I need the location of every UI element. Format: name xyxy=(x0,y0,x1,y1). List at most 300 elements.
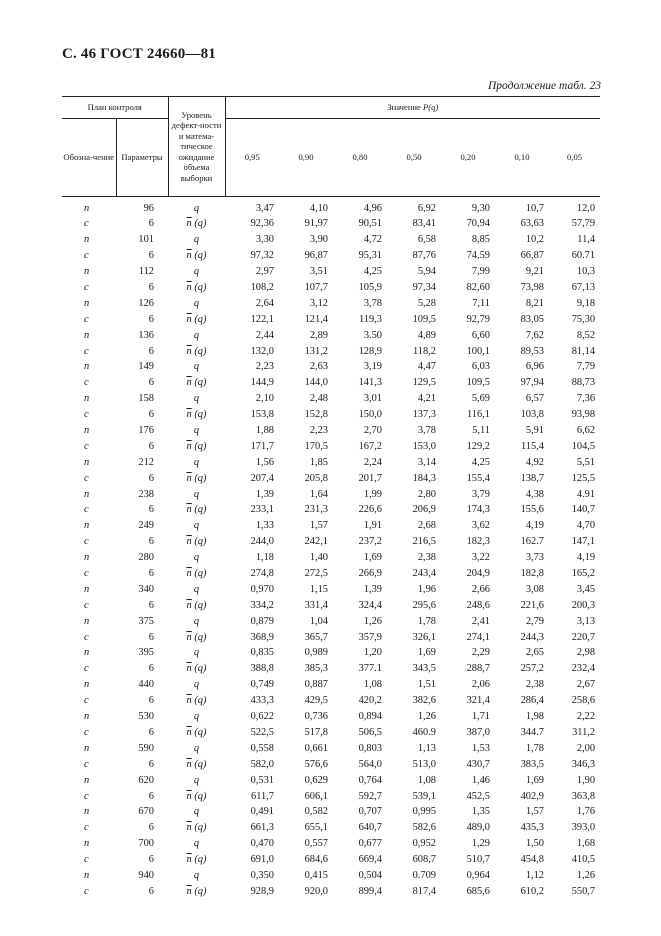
row-value: 1,56 xyxy=(255,456,274,468)
row-value: 63,63 xyxy=(520,218,544,230)
row-value: 4,70 xyxy=(576,520,596,532)
row-value: 4,92 xyxy=(525,456,544,468)
row-level: q xyxy=(193,234,200,246)
row-value: 153,8 xyxy=(250,409,274,421)
row-symbol: n xyxy=(84,647,90,659)
row-symbol: n xyxy=(84,520,90,532)
row-parameter: 238 xyxy=(138,488,154,500)
row-parameter: 670 xyxy=(138,806,154,818)
row-value: 3,79 xyxy=(471,488,490,500)
row-value: 67,13 xyxy=(571,282,596,293)
row-value: 0.709 xyxy=(412,869,436,881)
row-value: 8,85 xyxy=(471,234,490,246)
row-parameter: 6 xyxy=(148,758,154,770)
row-level: $\overline{n}$ (q) xyxy=(186,504,207,516)
row-value: 204,9 xyxy=(466,568,490,580)
row-value: 1,57 xyxy=(525,806,544,818)
row-value: 387,0 xyxy=(466,726,490,738)
row-level: $\overline{n}$ (q) xyxy=(186,313,207,325)
table-row xyxy=(62,197,600,217)
row-symbol: n xyxy=(84,615,90,627)
row-level: $\overline{n}$ (q) xyxy=(186,440,207,452)
row-symbol: c xyxy=(84,758,89,770)
row-value: 1,78 xyxy=(417,615,436,627)
row-value: 550,7 xyxy=(571,885,596,897)
row-value: 3,47 xyxy=(255,203,274,214)
row-symbol: n xyxy=(84,838,90,850)
row-symbol: n xyxy=(84,488,90,500)
table-row xyxy=(62,375,600,391)
row-value: 129,5 xyxy=(412,377,436,389)
row-value: 1,26 xyxy=(417,711,436,723)
probability-header: 0,95 xyxy=(225,119,279,197)
row-value: 4,25 xyxy=(471,456,490,468)
row-symbol: n xyxy=(84,203,90,214)
row-value: 0,470 xyxy=(250,838,274,850)
row-value: 274,8 xyxy=(250,568,274,580)
row-symbol: c xyxy=(84,822,89,834)
table-row xyxy=(62,454,600,470)
row-value: 6,03 xyxy=(471,361,490,373)
row-value: 131,2 xyxy=(304,345,328,357)
row-value: 928,9 xyxy=(250,885,274,897)
row-level: q xyxy=(193,297,200,309)
row-parameter: 6 xyxy=(148,885,154,897)
row-value: 182,8 xyxy=(520,568,544,580)
row-symbol: c xyxy=(84,599,89,611)
row-value: 576,6 xyxy=(304,758,328,770)
row-value: 97,32 xyxy=(250,250,274,262)
row-level: $\overline{n}$ (q) xyxy=(186,631,207,643)
row-value: 1,99 xyxy=(363,488,382,500)
row-symbol: n xyxy=(84,774,90,786)
row-value: 321,4 xyxy=(466,695,490,707)
row-value: 669,4 xyxy=(358,854,382,866)
row-level: q xyxy=(193,456,200,468)
row-parameter: 700 xyxy=(138,838,154,850)
row-value: 295,6 xyxy=(412,599,436,611)
row-value: 237,2 xyxy=(358,536,382,548)
table-body xyxy=(62,197,600,900)
row-value: 3,19 xyxy=(363,361,382,373)
row-value: 57,79 xyxy=(571,218,596,230)
row-value: 410,5 xyxy=(571,854,596,866)
row-value: 95,31 xyxy=(358,250,382,262)
row-value: 691,0 xyxy=(250,854,274,866)
row-value: 433,3 xyxy=(250,695,274,707)
row-symbol: c xyxy=(84,218,89,230)
row-parameter: 6 xyxy=(148,790,154,802)
row-value: 141,3 xyxy=(358,377,382,389)
row-value: 1,78 xyxy=(525,742,544,754)
row-value: 4,19 xyxy=(576,552,596,564)
row-value: 4.91 xyxy=(576,488,596,500)
row-value: 1,26 xyxy=(576,869,596,881)
probability-header-row xyxy=(62,119,600,197)
row-value: 429,5 xyxy=(304,695,328,707)
row-symbol: n xyxy=(84,583,90,595)
row-value: 96,87 xyxy=(304,250,328,262)
probability-header: 0,90 xyxy=(279,119,333,197)
row-value: 137,3 xyxy=(412,409,436,421)
table-row xyxy=(62,868,600,884)
row-value: 506,5 xyxy=(358,726,382,738)
table-row xyxy=(62,550,600,566)
table-row xyxy=(62,709,600,725)
row-parameter: 6 xyxy=(148,822,154,834)
row-value: 2,38 xyxy=(525,679,544,691)
row-symbol: c xyxy=(84,504,89,516)
table-row xyxy=(62,804,600,820)
row-value: 2,89 xyxy=(309,329,328,341)
row-value: 119,3 xyxy=(359,313,382,325)
row-value: 132,0 xyxy=(250,345,274,357)
row-symbol: n xyxy=(84,266,90,278)
row-value: 684,6 xyxy=(304,854,328,866)
row-parameter: 340 xyxy=(138,583,154,595)
row-value: 1,71 xyxy=(471,711,490,723)
row-value: 73,98 xyxy=(520,282,544,293)
row-level: q xyxy=(193,647,200,659)
row-value: 9,18 xyxy=(576,297,596,309)
row-value: 171,7 xyxy=(250,440,274,452)
row-value: 539,1 xyxy=(412,790,436,802)
row-value: 1,12 xyxy=(525,869,544,881)
table-row xyxy=(62,391,600,407)
row-value: 3,22 xyxy=(471,552,490,564)
row-symbol: c xyxy=(84,250,89,262)
row-value: 0,531 xyxy=(250,774,274,786)
row-level: $\overline{n}$ (q) xyxy=(186,790,207,802)
table-row xyxy=(62,407,600,423)
row-value: 324,4 xyxy=(358,599,382,611)
row-value: 640,7 xyxy=(358,822,382,834)
row-parameter: 6 xyxy=(148,440,154,452)
row-value: 144,0 xyxy=(304,377,328,389)
row-value: 1,69 xyxy=(363,552,382,564)
row-value: 610,2 xyxy=(520,885,544,897)
row-symbol: c xyxy=(84,377,89,389)
row-value: 286,4 xyxy=(520,695,544,707)
row-value: 3,30 xyxy=(255,234,274,246)
row-value: 582,6 xyxy=(412,822,436,834)
row-value: 357,9 xyxy=(358,631,382,643)
row-level: q xyxy=(193,552,200,564)
row-value: 0,557 xyxy=(304,838,328,850)
continuation-note: Продолжение табл. 23 xyxy=(488,80,601,92)
row-value: 0,803 xyxy=(358,742,382,754)
row-value: 162.7 xyxy=(520,536,544,548)
row-value: 0,504 xyxy=(358,869,382,881)
row-value: 83,05 xyxy=(520,313,544,325)
row-value: 122,1 xyxy=(250,313,274,325)
row-value: 2,44 xyxy=(255,329,274,341)
probability-header: 0,20 xyxy=(441,119,495,197)
row-value: 88,73 xyxy=(571,377,596,389)
row-value: 3.50 xyxy=(363,329,382,341)
row-value: 611,7 xyxy=(251,790,274,802)
row-value: 1,85 xyxy=(309,456,328,468)
row-value: 3,14 xyxy=(417,456,436,468)
row-value: 1,69 xyxy=(525,774,544,786)
probability-header: 0,50 xyxy=(387,119,441,197)
row-value: 115,4 xyxy=(521,440,544,452)
row-value: 1,20 xyxy=(363,647,382,659)
row-parameter: 6 xyxy=(148,599,154,611)
table-row xyxy=(62,280,600,296)
row-value: 1,39 xyxy=(363,583,382,595)
row-symbol: c xyxy=(84,695,89,707)
row-value: 0,952 xyxy=(412,838,436,850)
row-value: 97,94 xyxy=(520,377,544,389)
row-value: 334,2 xyxy=(250,599,274,611)
table-row xyxy=(62,470,600,486)
row-value: 2,06 xyxy=(471,679,490,691)
row-value: 174,3 xyxy=(466,504,490,516)
row-value: 0,894 xyxy=(358,711,382,723)
row-symbol: c xyxy=(84,568,89,580)
row-value: 100,1 xyxy=(466,345,490,357)
row-value: 7,99 xyxy=(471,266,490,278)
row-value: 489,0 xyxy=(466,822,490,834)
row-value: 6,58 xyxy=(417,234,436,246)
row-value: 1,13 xyxy=(417,742,436,754)
row-value: 377.1 xyxy=(358,663,382,675)
row-value: 3,90 xyxy=(309,234,328,246)
row-value: 1,40 xyxy=(309,552,328,564)
row-value: 0,964 xyxy=(466,869,490,881)
table-row xyxy=(62,359,600,375)
table-row xyxy=(62,534,600,550)
row-value: 4,47 xyxy=(417,361,436,373)
row-level: q xyxy=(193,329,200,341)
row-symbol: c xyxy=(84,282,89,293)
row-value: 0,707 xyxy=(358,806,382,818)
row-value: 244,3 xyxy=(520,631,544,643)
row-level: q xyxy=(193,583,200,595)
row-parameter: 530 xyxy=(138,711,154,723)
row-level: q xyxy=(193,774,200,786)
row-value: 3,62 xyxy=(471,520,490,532)
row-value: 206,9 xyxy=(412,504,436,516)
row-value: 1,91 xyxy=(363,520,382,532)
row-value: 2,38 xyxy=(417,552,436,564)
row-value: 0,622 xyxy=(250,711,274,723)
row-level: q xyxy=(193,425,200,437)
row-value: 147,1 xyxy=(571,536,596,548)
row-parameter: 101 xyxy=(138,234,154,246)
row-value: 0,764 xyxy=(358,774,382,786)
row-value: 2,10 xyxy=(255,393,274,405)
row-value: 6,57 xyxy=(525,393,544,405)
row-value: 90,51 xyxy=(358,218,382,230)
table-row xyxy=(62,693,600,709)
table-row xyxy=(62,756,600,772)
row-value: 311,2 xyxy=(572,726,596,738)
table-row xyxy=(62,295,600,311)
row-value: 592,7 xyxy=(358,790,382,802)
row-value: 1,08 xyxy=(417,774,436,786)
row-value: 382,6 xyxy=(412,695,436,707)
table-row xyxy=(62,264,600,280)
row-value: 257,2 xyxy=(520,663,544,675)
row-value: 6,92 xyxy=(417,203,436,214)
row-value: 4,21 xyxy=(417,393,436,405)
row-value: 6,60 xyxy=(471,329,490,341)
table-row xyxy=(62,597,600,613)
row-value: 2,00 xyxy=(576,742,596,754)
row-parameter: 6 xyxy=(148,854,154,866)
row-value: 365,7 xyxy=(304,631,328,643)
row-symbol: c xyxy=(84,345,89,357)
row-value: 155,6 xyxy=(520,504,544,516)
row-value: 6,62 xyxy=(576,425,596,437)
row-value: 91,97 xyxy=(304,218,328,230)
row-value: 0,879 xyxy=(250,615,274,627)
table-row xyxy=(62,327,600,343)
row-level: $\overline{n}$ (q) xyxy=(186,854,207,866)
row-value: 82,60 xyxy=(466,282,490,293)
row-value: 1,88 xyxy=(255,425,274,437)
row-parameter: 6 xyxy=(148,631,154,643)
row-value: 1,69 xyxy=(417,647,436,659)
row-value: 232,4 xyxy=(571,663,596,675)
value-header-text: Значение P(q) xyxy=(387,102,439,113)
table-row xyxy=(62,661,600,677)
page-header: С. 46 ГОСТ 24660—81 xyxy=(62,46,216,62)
row-parameter: 6 xyxy=(148,663,154,675)
row-value: 817,4 xyxy=(412,885,436,897)
row-value: 272,5 xyxy=(304,568,328,580)
row-parameter: 6 xyxy=(148,345,154,357)
table-row xyxy=(62,613,600,629)
row-value: 1,08 xyxy=(363,679,382,691)
row-level: q xyxy=(193,615,200,627)
row-value: 513,0 xyxy=(412,758,436,770)
row-value: 201,7 xyxy=(358,472,382,484)
row-symbol: n xyxy=(84,393,90,405)
row-value: 108,2 xyxy=(250,282,274,293)
row-value: 226,6 xyxy=(358,504,382,516)
row-value: 8,21 xyxy=(525,297,544,309)
row-value: 3,45 xyxy=(576,583,596,595)
row-value: 2,97 xyxy=(255,266,274,278)
row-value: 233,1 xyxy=(250,504,274,516)
row-value: 4,72 xyxy=(363,234,382,246)
row-value: 326,1 xyxy=(412,631,436,643)
row-value: 1,64 xyxy=(309,488,328,500)
row-value: 103,8 xyxy=(520,409,544,421)
row-level: q xyxy=(193,393,200,405)
level-header: Уровень дефект-ности и матема-тическое ожидание объема выборки xyxy=(168,97,225,197)
row-value: 205,8 xyxy=(304,472,328,484)
row-value: 109,5 xyxy=(412,313,436,325)
row-parameter: 6 xyxy=(148,726,154,738)
row-value: 0,736 xyxy=(304,711,328,723)
row-value: 344.7 xyxy=(520,726,544,738)
row-symbol: n xyxy=(84,869,90,881)
row-level: q xyxy=(193,711,200,723)
row-level: $\overline{n}$ (q) xyxy=(186,758,207,770)
row-parameter: 136 xyxy=(138,329,154,341)
row-value: 0,749 xyxy=(250,679,274,691)
row-parameter: 395 xyxy=(138,647,154,659)
row-value: 4,38 xyxy=(525,488,544,500)
row-value: 2,79 xyxy=(525,615,544,627)
row-parameter: 375 xyxy=(138,615,154,627)
probability-header: 0,80 xyxy=(333,119,387,197)
row-value: 6,96 xyxy=(525,361,544,373)
row-value: 140,7 xyxy=(571,504,596,516)
row-value: 2,68 xyxy=(417,520,436,532)
row-level: $\overline{n}$ (q) xyxy=(186,472,207,484)
row-level: $\overline{n}$ (q) xyxy=(186,663,207,675)
row-value: 402,9 xyxy=(520,790,544,802)
row-parameter: 620 xyxy=(138,774,154,786)
row-parameter: 6 xyxy=(148,409,154,421)
row-value: 66,87 xyxy=(520,250,544,262)
row-value: 460.9 xyxy=(412,726,436,738)
row-level: $\overline{n}$ (q) xyxy=(186,536,207,548)
row-value: 522,5 xyxy=(250,726,274,738)
row-value: 220,7 xyxy=(571,631,596,643)
row-value: 81,14 xyxy=(571,345,596,357)
row-value: 2,23 xyxy=(255,361,274,373)
row-value: 2,48 xyxy=(309,393,328,405)
row-value: 11,4 xyxy=(577,234,596,246)
row-value: 3,78 xyxy=(417,425,436,437)
row-value: 1,29 xyxy=(471,838,490,850)
row-value: 1,51 xyxy=(417,679,436,691)
row-value: 9,21 xyxy=(525,266,544,278)
row-value: 4,96 xyxy=(363,203,382,214)
row-value: 1,57 xyxy=(309,520,328,532)
row-value: 388,8 xyxy=(250,663,274,675)
row-symbol: n xyxy=(84,297,90,309)
row-value: 0,661 xyxy=(304,742,328,754)
row-value: 231,3 xyxy=(304,504,328,516)
row-value: 144,9 xyxy=(250,377,274,389)
row-symbol: c xyxy=(84,726,89,738)
row-symbol: n xyxy=(84,456,90,468)
row-parameter: 249 xyxy=(138,520,154,532)
row-symbol: c xyxy=(84,313,89,325)
row-value: 242,1 xyxy=(304,536,328,548)
row-value: 7,11 xyxy=(472,297,490,309)
row-symbol: c xyxy=(84,472,89,484)
row-value: 899,4 xyxy=(358,885,382,897)
row-value: 7,79 xyxy=(576,361,596,373)
row-value: 182,3 xyxy=(466,536,490,548)
row-value: 109,5 xyxy=(466,377,490,389)
row-value: 435,3 xyxy=(520,822,544,834)
row-level: $\overline{n}$ (q) xyxy=(186,345,207,357)
row-symbol: c xyxy=(84,536,89,548)
row-level: q xyxy=(193,869,200,881)
row-value: 60.71 xyxy=(571,250,596,262)
row-value: 3,08 xyxy=(525,583,544,595)
row-value: 10,7 xyxy=(525,203,544,214)
row-value: 244,0 xyxy=(250,536,274,548)
row-value: 8,52 xyxy=(576,329,596,341)
row-value: 74,59 xyxy=(466,250,490,262)
row-value: 5,11 xyxy=(472,425,490,437)
row-value: 0,970 xyxy=(250,583,274,595)
row-value: 243,4 xyxy=(412,568,436,580)
row-parameter: 440 xyxy=(138,679,154,691)
row-value: 5,51 xyxy=(576,456,596,468)
row-value: 920,0 xyxy=(304,885,328,897)
